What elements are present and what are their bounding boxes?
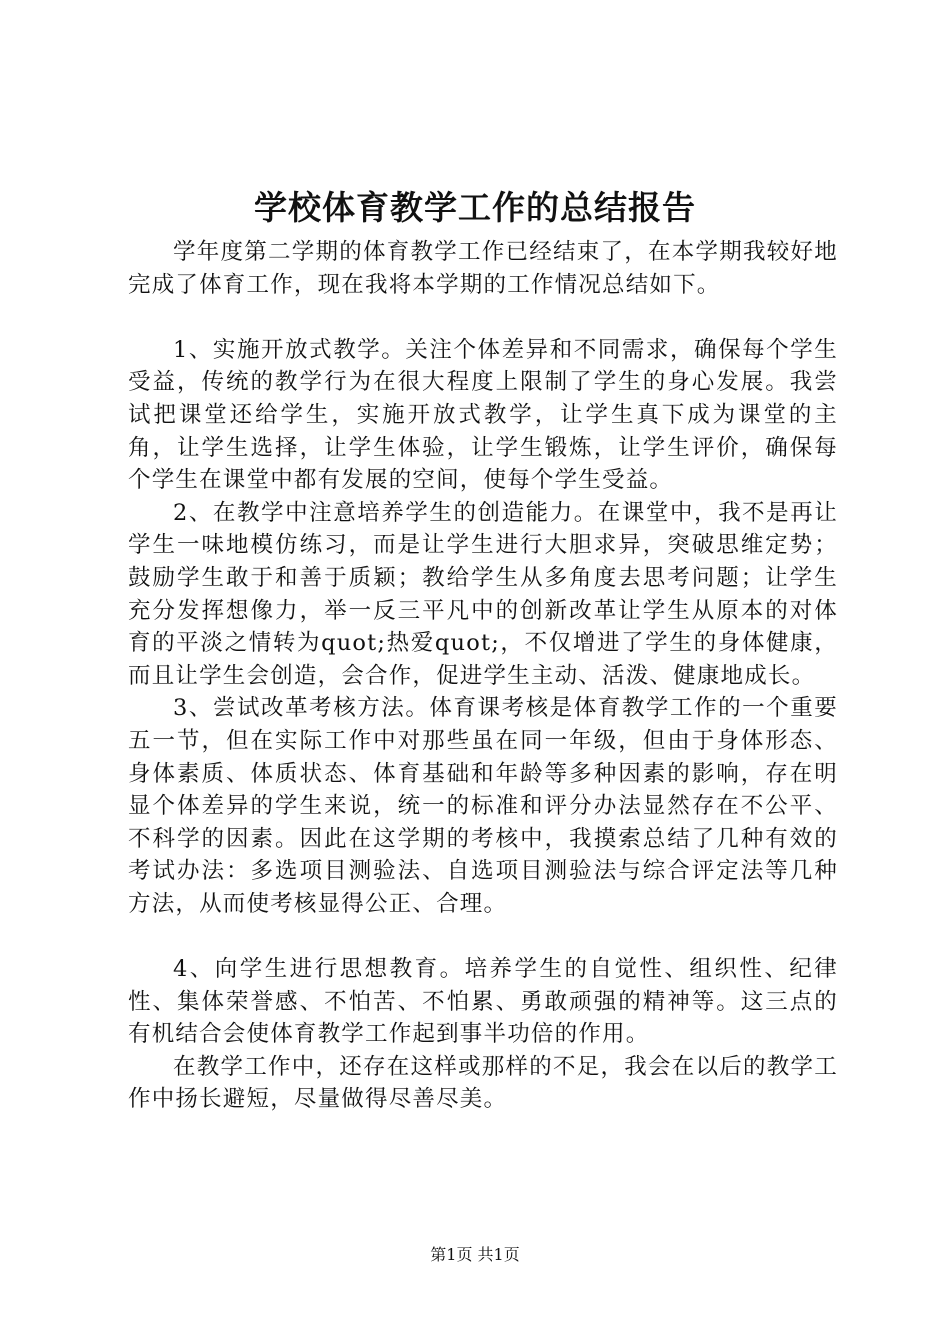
page-footer: 第1页 共1页 bbox=[430, 1245, 520, 1264]
paragraph-ideology: 4、向学生进行思想教育。培养学生的自觉性、组织性、纪律性、集体荣誉感、不怕苦、不怕累、勇敢顽强的精神等。这三点的有机结合会使体育教学工作起到事半功倍的作用。 bbox=[128, 956, 838, 1048]
paragraph-assessment: 3、尝试改革考核方法。体育课考核是体育教学工作的一个重要五一节，但在实际工作中对那些虽在同一年级，但由于身体形态、身体素质、体质状态、体育基础和年龄等多种因素的影响，存在明显个体差异的学生来说，统一的标准和评分办法显然存在不公平、不科学的因素。因此在这学期的考核中，我摸索总结了几种有效的考试办法：多选项目测验法、自选项目测验法与综合评定法等几种方法，从而使考核显得公正、合理。 bbox=[128, 695, 838, 917]
blank-line bbox=[128, 920, 838, 953]
blank-line bbox=[128, 301, 838, 334]
closing-paragraph: 在教学工作中，还存在这样或那样的不足，我会在以后的教学工作中扬长避短，尽量做得尽善尽美。 bbox=[128, 1053, 838, 1113]
intro-paragraph: 学年度第二学期的体育教学工作已经结束了，在本学期我较好地完成了体育工作，现在我将本学期的工作情况总结如下。 bbox=[128, 239, 838, 298]
paragraph-open-teaching: 1、实施开放式教学。关注个体差异和不同需求，确保每个学生受益，传统的教学行为在很大程度上限制了学生的身心发展。我尝试把课堂还给学生，实施开放式教学，让学生真下成为课堂的主角，让学生选择，让学生体验，让学生锻炼，让学生评价，确保每个学生在课堂中都有发展的空间，使每个学生受益。 bbox=[128, 336, 838, 494]
document-title: 学校体育教学工作的总结报告 bbox=[254, 188, 696, 227]
paragraph-creativity: 2、在教学中注意培养学生的创造能力。在课堂中，我不是再让学生一味地模仿练习，而是让学生进行大胆求异，突破思维定势；鼓励学生敢于和善于质颖；教给学生从多角度去思考问题；让学生充分发挥想像力，举一反三平凡中的创新改革让学生从原本的对体育的平淡之情转为quot;热爱quot;，不仅增进了学生的身体健康，而且让学生会创造，会合作，促进学生主动、活泼、健康地成长。 bbox=[128, 499, 838, 689]
document-body bbox=[128, 236, 838, 1116]
